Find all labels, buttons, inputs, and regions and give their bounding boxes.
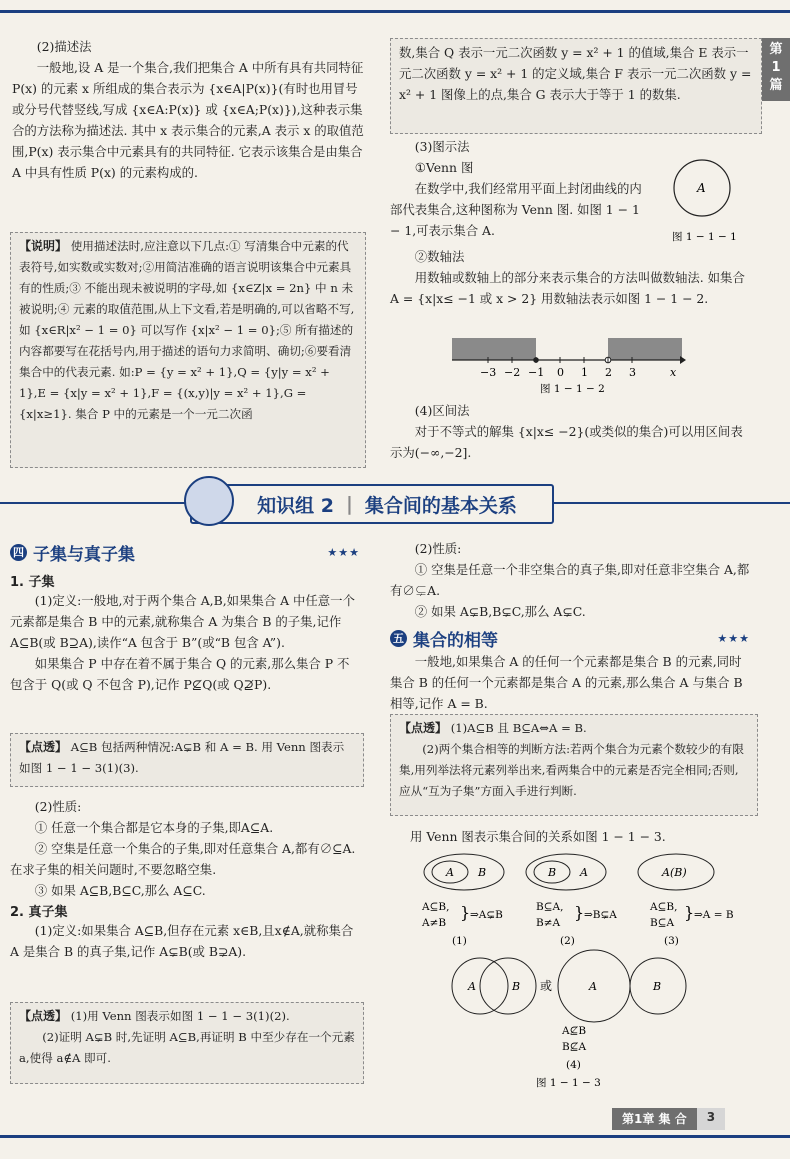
fig113-caption: 图 1 − 1 − 3 bbox=[536, 1077, 601, 1089]
proper-prop-1: ① 空集是任意一个非空集合的真子集,即对任意非空集合 A,都有∅⊊A. bbox=[390, 562, 750, 598]
knowledge-group-banner: 知识组 2 | 集合间的基本关系 bbox=[190, 484, 554, 524]
d2-outer-label: A bbox=[580, 866, 588, 879]
d4-cond1: A⊈B bbox=[562, 1025, 587, 1037]
tip3-line1: (1)A⊆B 且 B⊆A⇔A = B. bbox=[450, 721, 587, 735]
figure-1-1-2 bbox=[448, 334, 688, 398]
d1-inner-label: A bbox=[446, 866, 454, 879]
note-box-description bbox=[10, 232, 366, 468]
venn-label: ①Venn 图 bbox=[414, 160, 474, 175]
tip3-label: 【点透】 bbox=[399, 721, 448, 735]
axis-tick-label: −2 bbox=[504, 366, 521, 379]
d1-outer-ellipse bbox=[424, 854, 504, 890]
subset-heading bbox=[10, 540, 360, 565]
proper-prop-2: ② 如果 A⊊B,B⊊C,那么 A⊊C. bbox=[414, 604, 586, 619]
fig112-caption: 图 1 − 1 − 2 bbox=[540, 383, 605, 395]
tip-box-proper-subset bbox=[10, 1002, 364, 1084]
subset-prop-2: ② 空集是任意一个集合的子集,即对任意集合 A,都有∅⊆A. 在求子集的相关问题时,不要忽略空集. bbox=[10, 841, 356, 877]
axis-method-block bbox=[390, 246, 750, 309]
subset-definition: (1)定义:一般地,对于两个集合 A,B,如果集合 A 中任意一个元素都是集合 B 中的元素,就称集合 A 为集合 B 的子集,记作 A⊆B(或 B⊇A),读作“A 包含于 B”(或“B 包含 A”). bbox=[10, 593, 355, 650]
d1-number: (1) bbox=[452, 935, 467, 947]
axis-tick-label: 2 bbox=[605, 366, 612, 379]
d4-label-a2: A bbox=[589, 980, 597, 993]
interval-method-block bbox=[390, 400, 750, 463]
banner-rule-right bbox=[552, 502, 790, 504]
fig111-caption: 图 1 − 1 − 1 bbox=[672, 231, 737, 243]
subset-subheading: 1. 子集 bbox=[10, 575, 55, 590]
tip1-label: 【点透】 bbox=[19, 740, 68, 754]
side-tab-line3: 篇 bbox=[769, 78, 783, 93]
equality-heading bbox=[390, 626, 750, 651]
d4-label-b2: B bbox=[653, 980, 662, 993]
axis-method-text: 用数轴或数轴上的部分来表示集合的方法叫做数轴法. 如集合 A = {x|x≤ −1 或 x > 2} 用数轴法表示如图 1 − 1 − 2. bbox=[390, 270, 745, 306]
subset-section bbox=[10, 540, 360, 695]
d3-result: ⇒A = B bbox=[694, 909, 734, 921]
figure-1-1-3 bbox=[412, 848, 752, 1093]
banner-title: 集合间的基本关系 bbox=[364, 494, 517, 517]
venn-circle-letter: A bbox=[697, 181, 706, 195]
d3-cond2: B⊆A bbox=[650, 917, 675, 929]
descriptive-method-paragraph: 一般地,设 A 是一个集合,我们把集合 A 中所有具有共同特征 P(x) 的元素 x 所组成的集合表示为 {x∈A|P(x)}(有时也用冒号或分号代替竖线,写成 {x∈A:P(x)} 或 {x∈A;P(x)}),这种表示集合的方法称为描述法. 其中 x 表示集合的元素,A 表示 x 的取值范围,P(x) 表示集合中元素具有的共同特征. 它表示该集合是由集合 A 中具有性质 P(x) 的元素构成的. bbox=[12, 60, 364, 180]
top-rule bbox=[0, 10, 790, 13]
d3-cond1: A⊆B, bbox=[650, 901, 678, 913]
d2-number: (2) bbox=[560, 935, 575, 947]
venn-method-block bbox=[390, 136, 654, 241]
d4-label-b: B bbox=[512, 980, 521, 993]
axis-x-label: x bbox=[670, 366, 677, 379]
subset-non-inclusion: 如果集合 P 中存在着不属于集合 Q 的元素,那么集合 P 不包含于 Q(或 Q 不包含 P),记作 P⊈Q(或 Q⊉P). bbox=[10, 656, 350, 692]
part-side-tab bbox=[762, 38, 790, 101]
footer-chapter: 第1章 集 合 bbox=[612, 1108, 697, 1130]
d2-result: ⇒B⊊A bbox=[584, 909, 617, 921]
d1-outer-label: B bbox=[478, 866, 487, 879]
proper-prop-heading: (2)性质: bbox=[414, 541, 462, 556]
page-footer bbox=[612, 1108, 725, 1130]
subset-prop-3: ③ 如果 A⊆B,B⊆C,那么 A⊆C. bbox=[34, 883, 206, 898]
note-text: 使用描述法时,应注意以下几点:① 写清集合中元素的代表符号,如实数或实数对;②用简洁准确的语言说明该集合中元素具有的性质;③ 不能出现未被说明的字母,如 {x∈Z|x = 2n} 中 n 未被说明;④ 元素的取值范围,从上下文看,若是明确的,可以省略不写,如 {x∈R|x² − 1 = 0} 可以写作 {x|x² − 1 = 0};⑤ 所有描述的内容都要写在花括号内,用于描述的语句力求简明、确切;⑥要看清集合中的代表元素. 如:P = {y = x² + 1},Q = {y|y = x² + 1},E = {x|y = x² + 1},F = {(x,y)|y = x² + 1},G = {x|x≥1}. 集合 P 中的元素是一个一元二次函 bbox=[19, 239, 355, 421]
shaded-left-ray bbox=[452, 338, 536, 360]
d1-result: ⇒A⊊B bbox=[470, 909, 503, 921]
axis-tick-label: 3 bbox=[629, 366, 636, 379]
d4-label-a: A bbox=[468, 980, 476, 993]
proper-subset-properties bbox=[390, 538, 750, 714]
d3-label: A(B) bbox=[662, 866, 687, 879]
equality-text: 一般地,如果集合 A 的任何一个元素都是集合 B 的元素,同时集合 B 的任何一个元素都是集合 A 的元素,那么集合 A 与集合 B 相等,记作 A = B. bbox=[390, 654, 743, 711]
d2-brace: } bbox=[574, 903, 585, 922]
axis-tick-label: 1 bbox=[581, 366, 588, 379]
d1-cond2: A≠B bbox=[422, 917, 447, 929]
venn-text: 在数学中,我们经常用平面上封闭曲线的内部代表集合,这种图称为 Venn 图. 如图 1 − 1 − 1,可表示集合 A. bbox=[390, 181, 642, 238]
banner-rule-left bbox=[0, 502, 190, 504]
d1-brace: } bbox=[460, 903, 471, 922]
tip2-line1: (1)用 Venn 图表示如图 1 − 1 − 3(1)(2). bbox=[70, 1009, 290, 1023]
proper-subset-definition: (1)定义:如果集合 A⊆B,但存在元素 x∈B,且x∉A,就称集合 A 是集合 B 的真子集,记作 A⊊B(或 B⊋A). bbox=[10, 923, 354, 959]
number-line-arrow bbox=[680, 356, 686, 364]
tip-box-subset bbox=[10, 733, 364, 787]
tip2-label: 【点透】 bbox=[19, 1009, 68, 1023]
subset-prop-1: ① 任意一个集合都是它本身的子集,即A⊆A. bbox=[34, 820, 274, 835]
graphic-method-heading: (3)图示法 bbox=[414, 139, 470, 154]
tip-box-equality bbox=[390, 714, 758, 816]
continuation-box bbox=[390, 38, 762, 134]
figure-1-1-1 bbox=[668, 158, 740, 248]
d2-outer-ellipse bbox=[526, 854, 606, 890]
d4-cond2: B⊈A bbox=[562, 1041, 587, 1053]
axis-tick-label: 0 bbox=[557, 366, 564, 379]
axis-method-heading: ②数轴法 bbox=[414, 249, 465, 264]
d3-number: (3) bbox=[664, 935, 679, 947]
equality-title: 集合的相等 bbox=[413, 631, 498, 651]
side-tab-line2: 1 bbox=[771, 60, 781, 75]
footer-page-number: 3 bbox=[697, 1108, 725, 1130]
equality-number-badge: 五 bbox=[390, 630, 407, 647]
d2-cond1: B⊆A, bbox=[536, 901, 564, 913]
d4-number: (4) bbox=[566, 1059, 581, 1071]
subset-title: 子集与真子集 bbox=[33, 545, 135, 565]
descriptive-method-heading: (2)描述法 bbox=[36, 39, 92, 54]
hand-icon bbox=[184, 476, 234, 526]
subset-properties bbox=[10, 796, 360, 962]
interval-method-heading: (4)区间法 bbox=[414, 403, 470, 418]
continuation-text: 数,集合 Q 表示一元二次函数 y = x² + 1 的值域,集合 E 表示一元二次函数 y = x² + 1 的定义域,集合 F 表示一元二次函数 y = x² + 1 图像上的点,集合 G 表示大于等于 1 的数集. bbox=[399, 45, 752, 102]
tip2-line2: (2)证明 A⊊B 时,先证明 A⊆B,再证明 B 中至少存在一个元素 a,使得 a∉A 即可. bbox=[19, 1030, 355, 1065]
side-tab-line1: 第 bbox=[769, 42, 783, 57]
axis-tick-label: −1 bbox=[528, 366, 545, 379]
proper-subset-subheading: 2. 真子集 bbox=[10, 905, 68, 920]
tip3-line2: (2)两个集合相等的判断方法:若两个集合为元素个数较少的有限集,用列举法将元素列举出来,看两集合中的元素是否完全相同;否则,应从“互为子集”方面入手进行判断. bbox=[399, 742, 744, 798]
d4-or: 或 bbox=[540, 979, 553, 993]
bottom-rule bbox=[0, 1135, 790, 1138]
banner-group: 知识组 2 bbox=[257, 494, 334, 517]
axis-tick-label: −3 bbox=[480, 366, 497, 379]
d1-cond1: A⊆B, bbox=[422, 901, 450, 913]
d2-cond2: B≠A bbox=[536, 917, 561, 929]
venn-intro: 用 Venn 图表示集合间的关系如图 1 − 1 − 3. bbox=[410, 829, 666, 844]
equality-stars: ★★★ bbox=[717, 632, 750, 645]
left-top-column bbox=[12, 36, 364, 183]
interval-method-text: 对于不等式的解集 {x|x≤ −2}(或类似的集合)可以用区间表示为(−∞,−2]. bbox=[390, 424, 743, 460]
shaded-right-ray bbox=[608, 338, 682, 360]
subset-prop-heading: (2)性质: bbox=[34, 799, 82, 814]
d2-inner-label: B bbox=[548, 866, 557, 879]
tip1-text: A⊆B 包括两种情况:A⊊B 和 A = B. 用 Venn 图表示如图 1 − 1 − 3(1)(3). bbox=[19, 740, 345, 775]
note-label: 【说明】 bbox=[19, 239, 68, 253]
difficulty-stars: ★★★ bbox=[327, 546, 360, 559]
section-number-badge: 四 bbox=[10, 544, 27, 561]
d3-brace: } bbox=[684, 903, 695, 922]
